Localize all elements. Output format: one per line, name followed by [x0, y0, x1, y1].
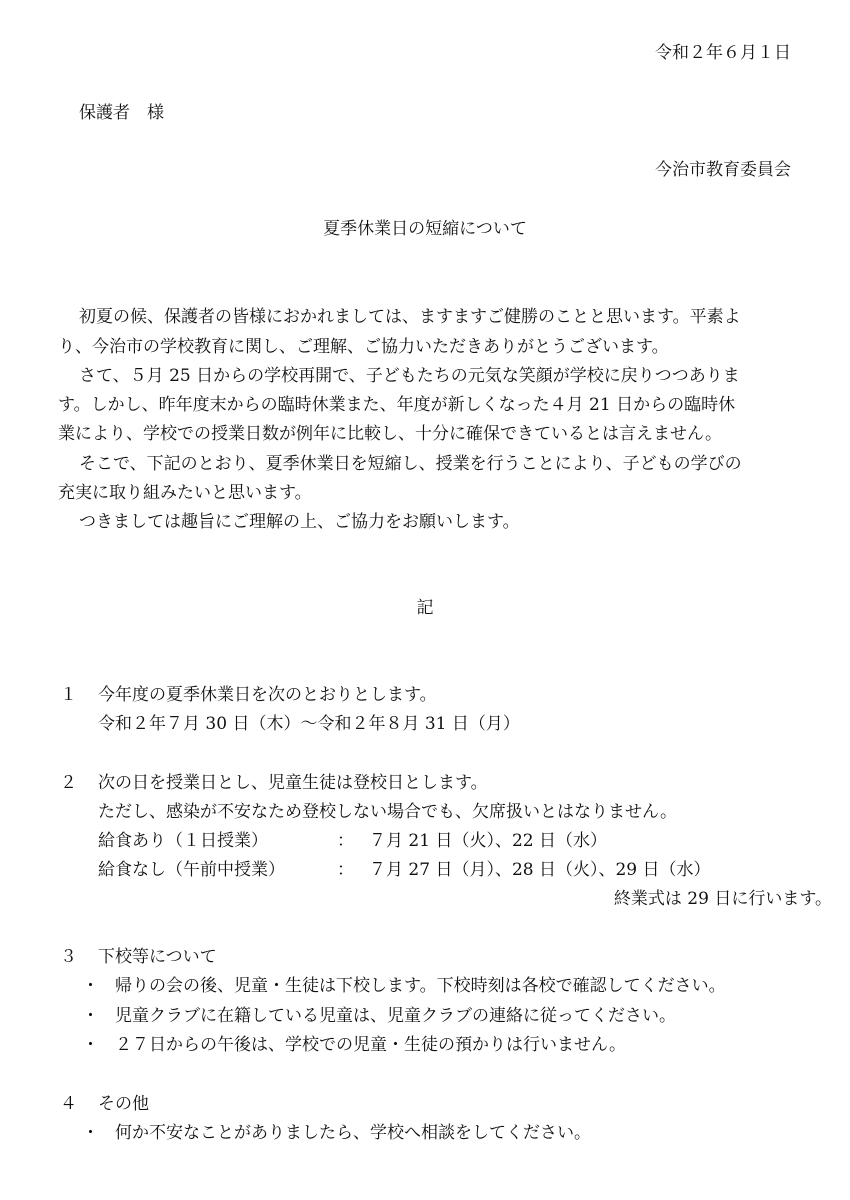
bullet-icon: ・	[82, 1006, 99, 1026]
bullet-icon: ・	[82, 1035, 99, 1055]
lunch-row-colon: ：	[337, 831, 354, 851]
item-number: ２	[60, 773, 77, 793]
body-line: さて、５月 25 日からの学校再開で、子どもたちの元気な笑顔が学校に戻りつつありま	[79, 366, 740, 386]
lunch-row-label: 給食あり（１日授業）	[98, 831, 268, 851]
item-number: ３	[60, 947, 77, 967]
bullet-text: 帰りの会の後、児童・生徒は下校します。下校時刻は各校で確認してください。	[115, 976, 726, 996]
vacation-period: 令和２年７月 30 日（木）～令和２年８月 31 日（月）	[98, 714, 520, 734]
no-lunch-row-dates: ７月 27 日（月）、28 日（火）、29 日（水）	[369, 860, 711, 880]
item-number: １	[60, 685, 77, 705]
no-lunch-row-colon: ：	[337, 860, 354, 880]
body-line: 初夏の候、保護者の皆様におかれましては、ますますご健勝のことと思います。平素よ	[79, 307, 741, 327]
body-line: す。しかし、昨年度末からの臨時休業また、年度が新しくなった４月 21 日からの臨時休	[58, 395, 736, 415]
body-line: り、今治市の学校教育に関し、ご理解、ご協力いただきありがとうございます。	[58, 337, 669, 357]
lunch-row-dates: ７月 21 日（火）、22 日（水）	[369, 831, 607, 851]
sender-organization: 今治市教育委員会	[655, 160, 791, 180]
body-line: 業により、学校での授業日数が例年に比較し、十分に確保できているとは言えません。	[58, 424, 723, 444]
bullet-text: ２７日からの午後は、学校での児童・生徒の預かりは行いません。	[115, 1035, 627, 1055]
no-lunch-row-label: 給食なし（午前中授業）	[98, 860, 285, 880]
item-number: ４	[60, 1094, 77, 1114]
body-line: つきましては趣旨にご理解の上、ご協力をお願いします。	[79, 512, 520, 532]
ki-heading: 記	[416, 598, 434, 618]
body-line: 充実に取り組みたいと思います。	[58, 483, 312, 503]
document-date: 令和２年６月１日	[655, 43, 791, 63]
bullet-icon: ・	[82, 976, 99, 996]
document-title: 夏季休業日の短縮について	[323, 219, 527, 239]
bullet-text: 何か不安なことがありましたら、学校へ相談をしてください。	[115, 1123, 591, 1143]
bullet-icon: ・	[82, 1123, 99, 1143]
recipient-line: 保護者 様	[79, 103, 164, 123]
item-heading: 次の日を授業日とし、児童生徒は登校日とします。	[98, 773, 488, 793]
closing-ceremony-note: 終業式は 29 日に行います。	[613, 889, 832, 909]
item-heading: 今年度の夏季休業日を次のとおりとします。	[98, 685, 437, 705]
bullet-text: 児童クラブに在籍している児童は、児童クラブの連絡に従ってください。	[115, 1006, 676, 1026]
item-heading: 下校等について	[98, 947, 217, 967]
body-line: そこで、下記のとおり、夏季休業日を短縮し、授業を行うことにより、子どもの学びの	[79, 454, 742, 474]
item-heading: その他	[98, 1094, 149, 1114]
attendance-note: ただし、感染が不安なため登校しない場合でも、欠席扱いとはなりません。	[98, 802, 678, 822]
